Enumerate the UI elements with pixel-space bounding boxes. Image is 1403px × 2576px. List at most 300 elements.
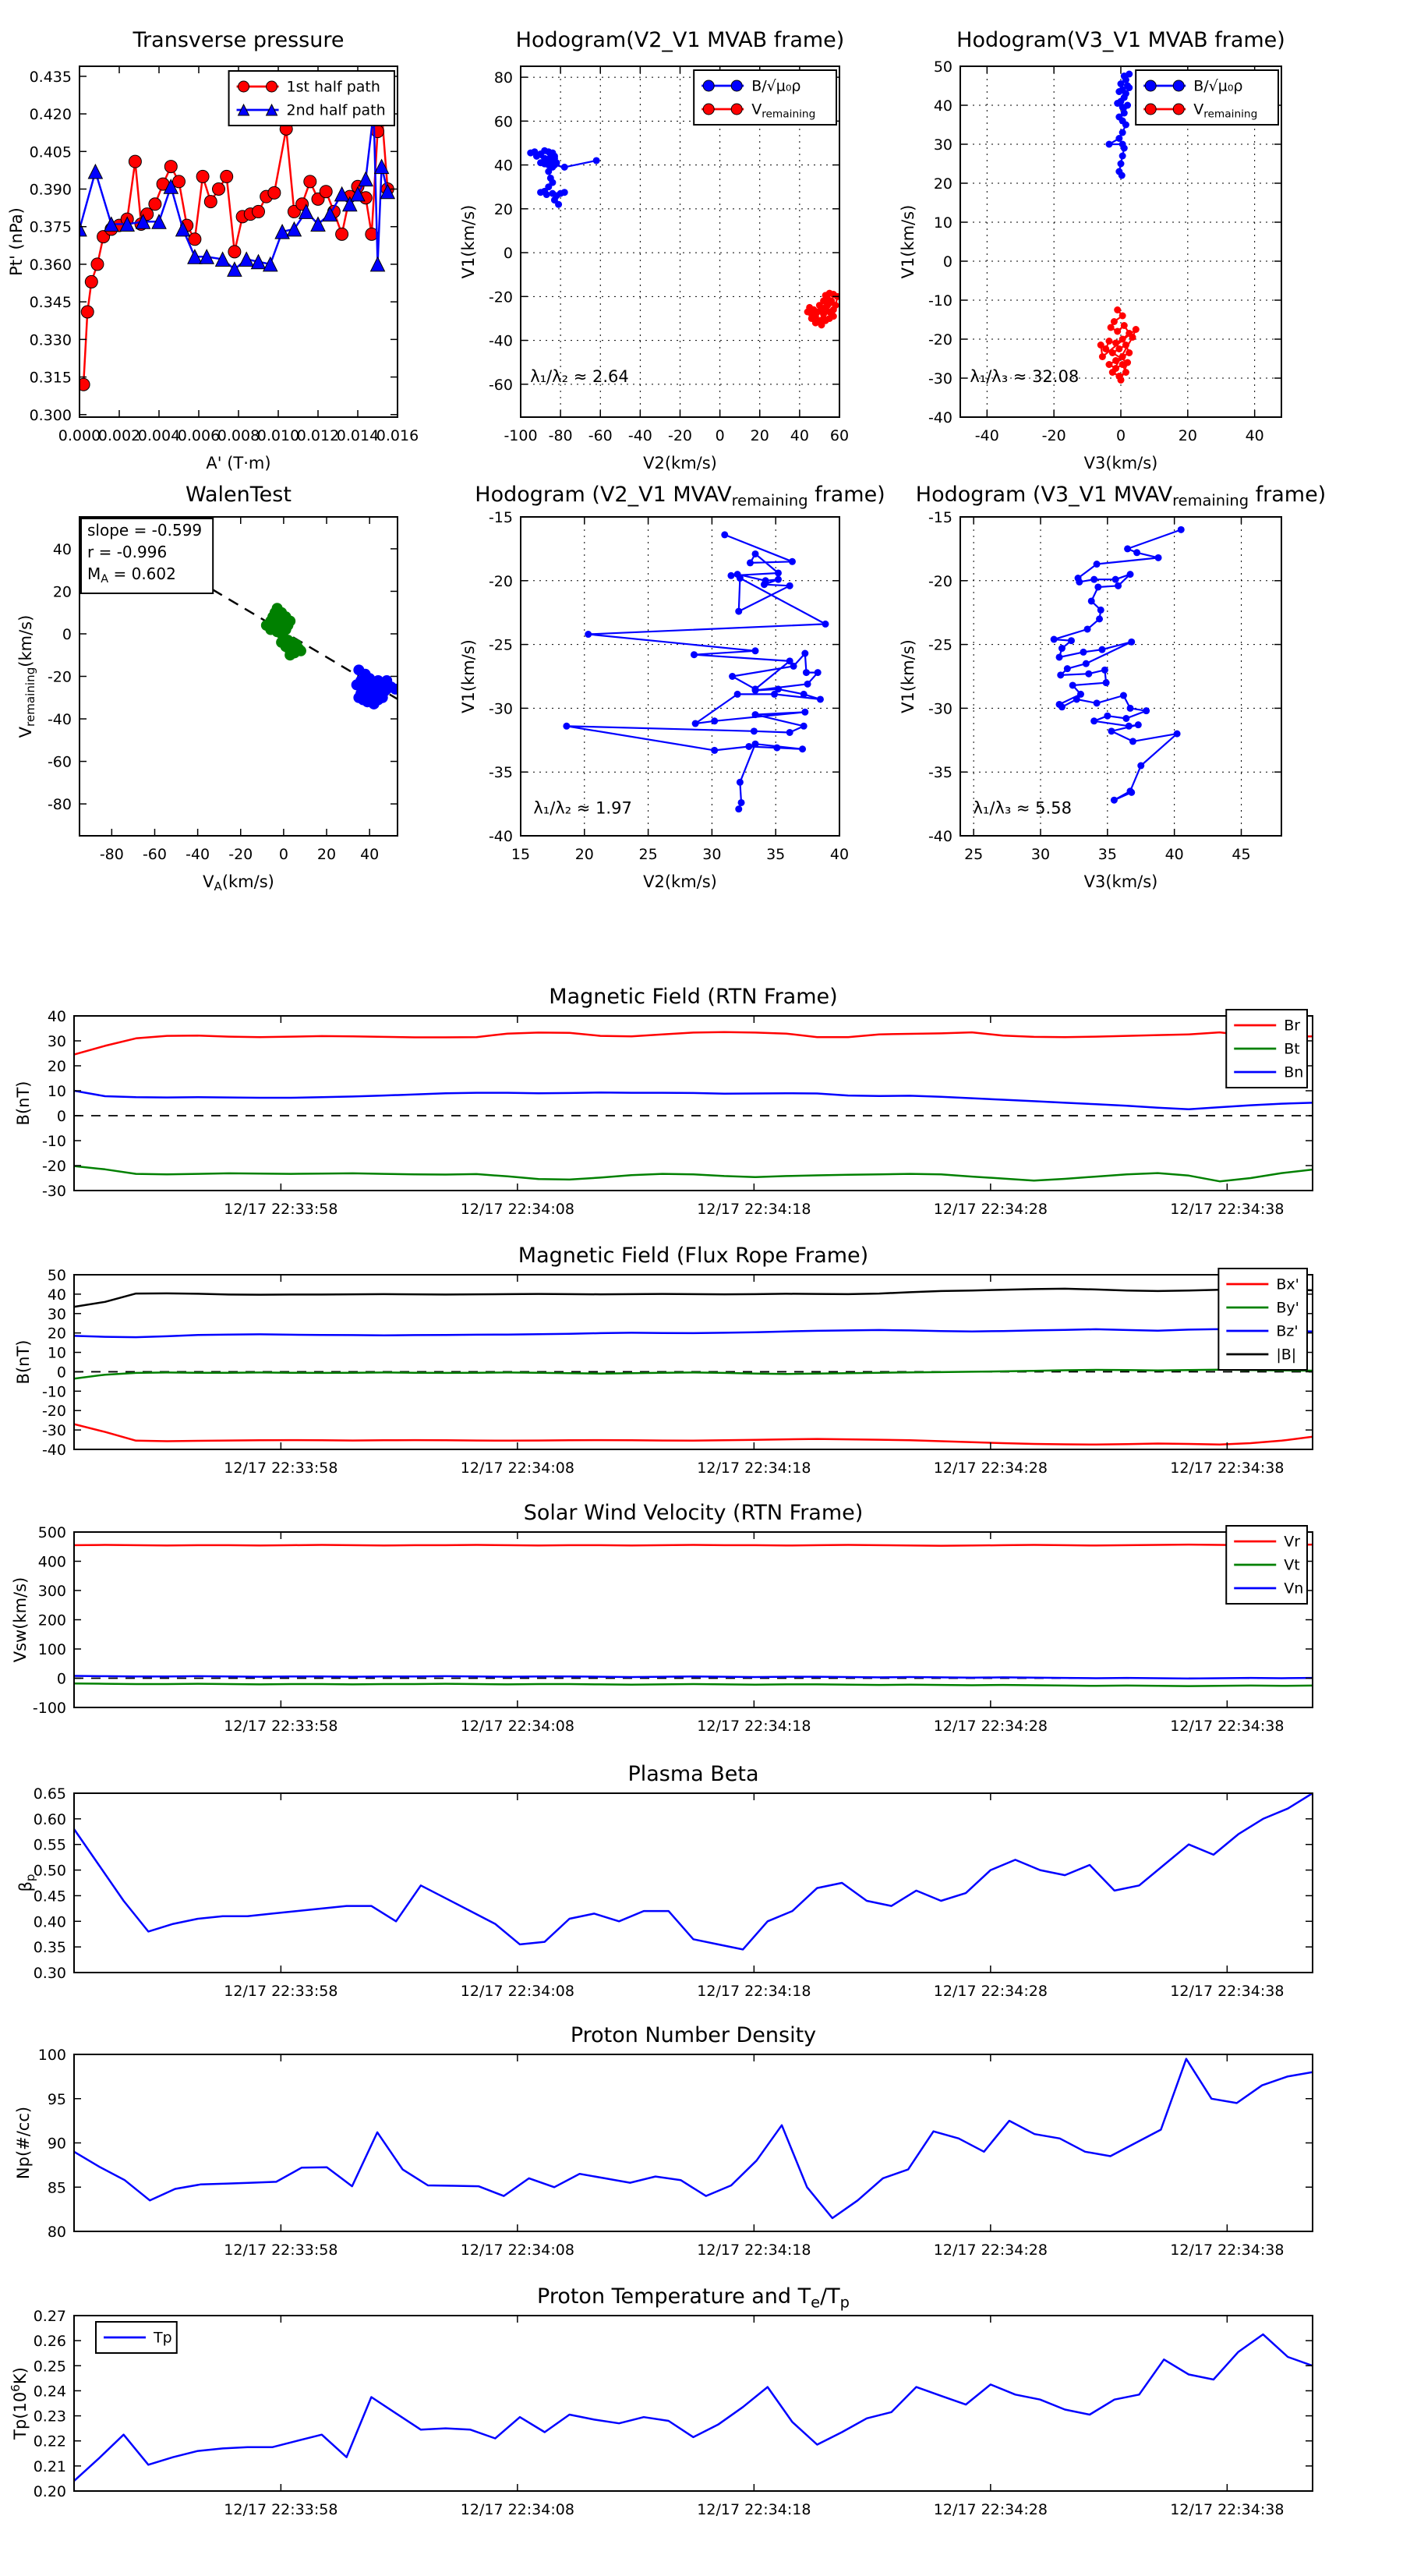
circle-marker [711,717,718,724]
y-axis-label: B(nT) [14,1339,33,1385]
y-tick-label: 300 [37,1583,66,1600]
circle-marker [812,320,819,327]
x-tick-label: -40 [627,427,652,444]
series-1st-half-path [77,105,394,391]
chart-title: Hodogram(V2_V1 MVAB frame) [515,28,845,52]
chart-title: Hodogram (V3_V1 $MVAV_{remaining}$ frame) [915,483,1327,510]
y-tick-label: 0.20 [33,2483,66,2500]
chart-title: Transverse pressure [133,28,345,52]
chart-title: Magnetic Field (Flux Rope Frame) [518,1244,869,1268]
series-group [74,1289,1313,1445]
legend [1226,1010,1307,1088]
circle-marker [738,799,745,806]
circle-marker [815,669,822,676]
series-b-sqrt-mu0-rho- [527,147,599,208]
x-tick-label: 30 [1030,846,1051,863]
circle-marker [1120,692,1127,699]
series-v2-v1-path [563,531,829,812]
chart-hodogram-v3v1-mvab [899,28,1285,472]
circle-marker [735,608,742,615]
circle-marker [800,691,808,698]
series-group [74,1793,1313,1949]
series-middle-points [261,603,306,660]
y-tick-label: -20 [41,1403,66,1421]
circle-marker [561,189,568,196]
x-tick-label: 20 [1178,427,1197,444]
y-tick-label: 100 [37,2047,66,2064]
circle-marker [561,164,568,171]
legend-label: 2nd half path [286,101,386,119]
series--b- [74,1289,1313,1307]
circle-marker [1051,636,1058,643]
x-tick-label: 0.000 [58,427,101,444]
circle-marker [799,745,806,752]
y-tick-label: 50 [933,58,952,76]
x-tick-label: 12/17 22:34:08 [460,1460,574,1477]
circle-marker [81,306,94,318]
y-tick-label: 0.330 [29,331,72,349]
y-tick-label: 20 [47,1058,66,1075]
circle-marker [1173,80,1184,91]
x-tick-label: 12/17 22:34:18 [697,1983,811,2000]
y-tick-label: -30 [41,1183,66,1200]
series-group [74,2334,1313,2481]
axis-ticks [42,1008,1313,1218]
circle-marker [1127,571,1134,578]
y-tick-label: 500 [37,1524,66,1541]
y-tick-label: 50 [47,1267,66,1284]
annotation: λ₁/λ₃ ≈ 5.58 [973,798,1072,818]
x-tick-label: 12/17 22:34:28 [933,2242,1048,2259]
circle-marker [1124,359,1131,366]
x-tick-label: 35 [766,846,786,863]
circle-marker [771,691,778,698]
circle-marker [253,205,265,218]
stats-box [81,518,213,593]
x-tick-label: 40 [1164,846,1184,863]
circle-marker [801,709,808,716]
axes-frame [74,2054,1313,2231]
circle-marker [1129,334,1136,341]
circle-marker [527,150,534,157]
stats-line: $M_A = 0.602$ [87,564,176,586]
chart-b-fluxrope [14,1244,1313,1477]
x-tick-label: 12/17 22:34:18 [697,1718,811,1735]
y-tick-label: -20 [488,572,513,590]
circle-marker [1112,576,1119,583]
circle-marker [1124,102,1131,109]
annotation: λ₁/λ₃ ≈ 32.08 [970,367,1080,386]
series-bz- [74,1329,1313,1337]
y-tick-label: 20 [933,175,952,193]
chart-walen-test [16,483,401,893]
legend [1226,1526,1307,1604]
y-tick-label: -25 [488,636,513,654]
stats-line: r = -0.996 [87,543,168,561]
y-axis-label: V1(km/s) [899,204,917,279]
y-tick-label: -40 [928,409,952,426]
x-tick-label: 12/17 22:34:18 [697,2242,811,2259]
circle-marker [1119,172,1126,179]
circle-marker [1076,579,1083,586]
circle-marker [555,201,562,208]
x-tick-label: 60 [829,427,850,444]
circle-marker [1143,707,1150,714]
x-tick-label: 20 [574,846,594,863]
y-tick-label: 400 [37,1553,66,1571]
y-tick-label: -40 [41,1442,66,1459]
axes-frame [960,517,1281,836]
legend-label: Bt [1284,1040,1300,1058]
chart-transverse-pressure [7,28,419,472]
x-tick-label: -40 [186,846,210,863]
y-tick-label: 0.390 [29,181,72,199]
x-tick-label: 20 [750,427,769,444]
chart-hodogram-v2v1-mvab [459,28,849,472]
circle-marker [1115,582,1122,589]
x-axis-label: A' (T·m) [206,454,271,472]
circle-marker [721,531,728,538]
y-axis-label: V1(km/s) [459,204,478,279]
y-axis-label: Np(#/cc) [14,2106,33,2180]
circle-marker [1114,328,1121,335]
chart-vsw-rtn [11,1501,1313,1735]
circle-marker [1145,104,1156,115]
x-tick-label: 40 [360,846,380,863]
x-tick-label: -80 [99,846,124,863]
x-tick-label: 15 [511,846,531,863]
y-tick-label: 10 [47,1344,66,1362]
x-tick-label: 12/17 22:34:18 [697,2501,811,2518]
circle-marker [320,186,332,198]
y-tick-label: -20 [928,331,952,349]
x-tick-label: 0.004 [137,427,181,444]
series-tp [74,2334,1313,2481]
circle-marker [1112,357,1119,364]
y-tick-label: 0.435 [29,68,72,86]
series-bn [74,1091,1313,1109]
circle-marker [1126,84,1133,91]
circle-marker [1127,705,1134,712]
y-tick-label: 0 [503,245,513,263]
series-b-sqrt-mu0-rho- [1105,71,1133,179]
y-tick-label: 0 [56,1364,66,1382]
circle-marker [761,581,768,588]
y-tick-label: 40 [47,1286,66,1304]
x-axis-label: $V_A(km/s)$ [203,872,274,894]
circle-marker [228,246,241,258]
circle-marker [1088,597,1095,604]
circle-marker [129,155,141,168]
x-tick-label: 0 [715,427,725,444]
x-tick-label: -100 [504,427,538,444]
circle-marker [703,80,714,91]
circle-marker [1105,141,1112,148]
chart-b-rtn [14,985,1313,1218]
y-tick-label: -35 [488,764,513,782]
y-tick-label: -100 [32,1700,66,1717]
legend [229,71,394,126]
x-tick-label: -20 [667,427,693,444]
legend-label: Bx' [1276,1276,1299,1293]
y-tick-label: -40 [928,828,952,845]
x-tick-label: 12/17 22:34:38 [1170,1460,1285,1477]
circle-marker [1155,554,1162,561]
circle-marker [1073,695,1080,702]
circle-marker [1121,322,1128,329]
circle-marker [149,198,161,211]
x-axis-label: V2(km/s) [643,454,717,472]
circle-marker [1124,545,1131,552]
series-bx- [74,1424,1313,1445]
y-tick-label: -40 [488,828,513,845]
circle-marker [1084,625,1091,632]
circle-marker [817,695,824,702]
circle-marker [91,258,104,271]
circle-marker [1104,713,1111,720]
y-tick-label: 20 [47,1325,66,1343]
axis-ticks [38,2047,1313,2259]
circle-marker [1094,561,1101,568]
legend [1218,1269,1307,1370]
y-tick-label: -40 [47,711,72,729]
y-axis-label: $\beta_p$ [16,1874,38,1892]
x-tick-label: 0.008 [217,427,260,444]
circle-marker [1121,145,1128,152]
circle-marker [1118,161,1125,168]
circle-marker [734,691,741,698]
circle-marker [692,720,699,727]
circle-marker [800,723,808,730]
circle-marker [691,651,698,658]
x-tick-label: 12/17 22:34:08 [460,2242,574,2259]
circle-marker [541,147,548,154]
circle-marker [737,779,744,786]
circle-marker [775,576,782,583]
circle-marker [196,170,209,182]
y-axis-label: V1(km/s) [459,639,478,713]
circle-marker [336,228,348,240]
y-tick-label: -30 [488,700,513,718]
circle-marker [543,191,550,198]
circle-marker [789,558,796,565]
series-group [1097,71,1140,384]
circle-marker [1083,660,1090,667]
circle-marker [786,729,793,736]
gridlines [960,517,1281,836]
circle-marker [295,646,306,656]
y-tick-label: -80 [47,796,72,814]
chart-proton-temperature [9,2284,1313,2518]
circle-marker [1145,80,1156,91]
triangle-marker [371,257,385,271]
x-axis-label: V3(km/s) [1083,454,1158,472]
x-tick-label: 35 [1097,846,1117,863]
legend-label: Vremaining [1193,101,1258,121]
axis-ticks [33,1524,1313,1735]
x-axis-label: V3(km/s) [1083,872,1158,891]
circle-marker [731,104,742,115]
circle-marker [1064,665,1071,672]
legend-label: Vr [1284,1533,1301,1551]
y-tick-label: -35 [928,764,952,782]
chart-title: Proton Number Density [570,2023,817,2047]
circle-marker [1097,341,1104,349]
circle-marker [1058,645,1066,652]
circle-marker [824,302,831,309]
circle-marker [804,681,811,688]
legend-label: By' [1276,1299,1299,1317]
circle-marker [830,313,837,320]
triangle-marker [287,222,301,236]
y-tick-label: 90 [47,2135,66,2153]
circle-marker [563,723,570,730]
circle-marker [1085,671,1092,678]
x-tick-label: 0.006 [177,427,221,444]
legend-label: |B| [1276,1346,1297,1364]
circle-marker [1105,338,1112,345]
y-tick-label: 30 [47,1305,66,1323]
y-tick-label: -15 [488,509,513,526]
y-tick-label: -30 [928,370,952,387]
x-tick-label: 40 [790,427,809,444]
legend-label: Bz' [1276,1322,1299,1340]
circle-marker [1119,313,1126,320]
y-tick-label: -20 [928,572,952,590]
circle-marker [1057,671,1064,678]
y-tick-label: 60 [493,113,513,131]
circle-marker [804,309,811,316]
x-tick-label: 0.016 [376,427,419,444]
y-tick-label: 0 [942,253,952,271]
legend-label: B/√μ₀ρ [1193,77,1243,95]
series-group [74,1032,1313,1181]
legend [96,2322,177,2353]
circle-marker [85,275,97,288]
series-group [527,147,841,329]
x-tick-label: 40 [829,846,850,863]
legend [694,70,836,125]
y-tick-label: 80 [47,2224,66,2241]
circle-marker [803,669,810,676]
circle-marker [1098,646,1105,653]
y-tick-label: 0.35 [33,1939,66,1957]
y-tick-label: -40 [488,332,513,350]
chart-title: Hodogram (V2_V1 $MVAV_{remaining}$ frame) [475,483,885,510]
circle-marker [1109,369,1116,376]
y-tick-label: 40 [493,157,513,175]
axis-ticks [34,1785,1313,2000]
x-tick-label: 12/17 22:33:58 [224,2242,338,2259]
y-tick-label: 40 [47,1008,66,1025]
circle-marker [1122,341,1129,349]
x-tick-label: 0.002 [97,427,141,444]
y-tick-label: -60 [47,753,72,771]
circle-marker [786,582,793,589]
series-group [74,2059,1313,2218]
series-v3-v1-path [1051,526,1185,804]
circle-marker [1058,703,1066,710]
circle-marker [747,559,754,566]
x-tick-label: 12/17 22:34:18 [697,1201,811,1218]
circle-marker [1094,583,1101,590]
y-axis-label: $V_{remaining}(km/s)$ [16,614,38,738]
y-tick-label: 0.22 [33,2433,66,2450]
circle-marker [1128,789,1135,796]
circle-marker [1178,526,1185,533]
chart-title: WalenTest [186,483,292,507]
series-bt [74,1166,1313,1182]
y-tick-label: 0.375 [29,218,72,236]
chart-title: Hodogram(V3_V1 MVAB frame) [956,28,1285,52]
x-tick-label: -80 [548,427,573,444]
circle-marker [1122,122,1129,129]
legend-label: Br [1284,1017,1301,1035]
circle-marker [204,196,217,208]
x-tick-label: 12/17 22:33:58 [224,1983,338,2000]
x-tick-label: 25 [638,846,658,863]
circle-marker [1128,639,1135,646]
circle-marker [1122,369,1129,376]
y-tick-label: 40 [933,97,952,115]
circle-marker [276,637,287,648]
y-tick-label: -30 [41,1422,66,1440]
circle-marker [1122,715,1129,722]
y-tick-label: -10 [928,292,952,310]
legend-label: Vn [1284,1580,1304,1598]
x-tick-label: 12/17 22:34:38 [1170,1718,1285,1735]
y-tick-label: -60 [488,376,513,394]
y-tick-label: 80 [493,69,513,87]
x-tick-label: 12/17 22:34:38 [1170,1201,1285,1218]
circle-marker [1111,797,1118,804]
series-group [74,1545,1313,1686]
y-tick-label: 30 [47,1033,66,1050]
legend [1136,70,1278,125]
y-tick-label: 0.315 [29,369,72,387]
circle-marker [593,157,600,164]
x-tick-label: 12/17 22:34:08 [460,1201,574,1218]
circle-marker [1126,723,1133,730]
circle-marker [822,621,829,628]
x-tick-label: 12/17 22:34:08 [460,1983,574,2000]
axes-frame [74,1275,1313,1449]
circle-marker [711,747,718,754]
circle-marker [1115,88,1122,95]
x-tick-label: 20 [316,846,337,863]
legend-label: Bn [1284,1063,1304,1081]
circle-marker [1099,353,1106,360]
circle-marker [390,684,401,695]
circle-marker [1090,717,1097,724]
y-tick-label: 30 [933,136,952,154]
circle-marker [1119,153,1126,160]
circle-marker [1056,653,1063,660]
x-tick-label: -40 [974,427,999,444]
y-tick-label: 0.27 [33,2308,66,2325]
x-tick-label: 0.010 [256,427,300,444]
x-tick-label: 12/17 22:34:28 [933,1460,1048,1477]
x-tick-label: 0.012 [296,427,340,444]
y-tick-label: 0.24 [33,2383,66,2401]
x-tick-label: 12/17 22:34:28 [933,1201,1048,1218]
y-tick-label: 40 [52,540,72,558]
y-tick-label: -20 [47,668,72,686]
series-beta-p [74,1793,1313,1949]
x-tick-label: 0.014 [336,427,380,444]
circle-marker [1135,721,1142,728]
chart-title: Solar Wind Velocity (RTN Frame) [523,1501,864,1525]
